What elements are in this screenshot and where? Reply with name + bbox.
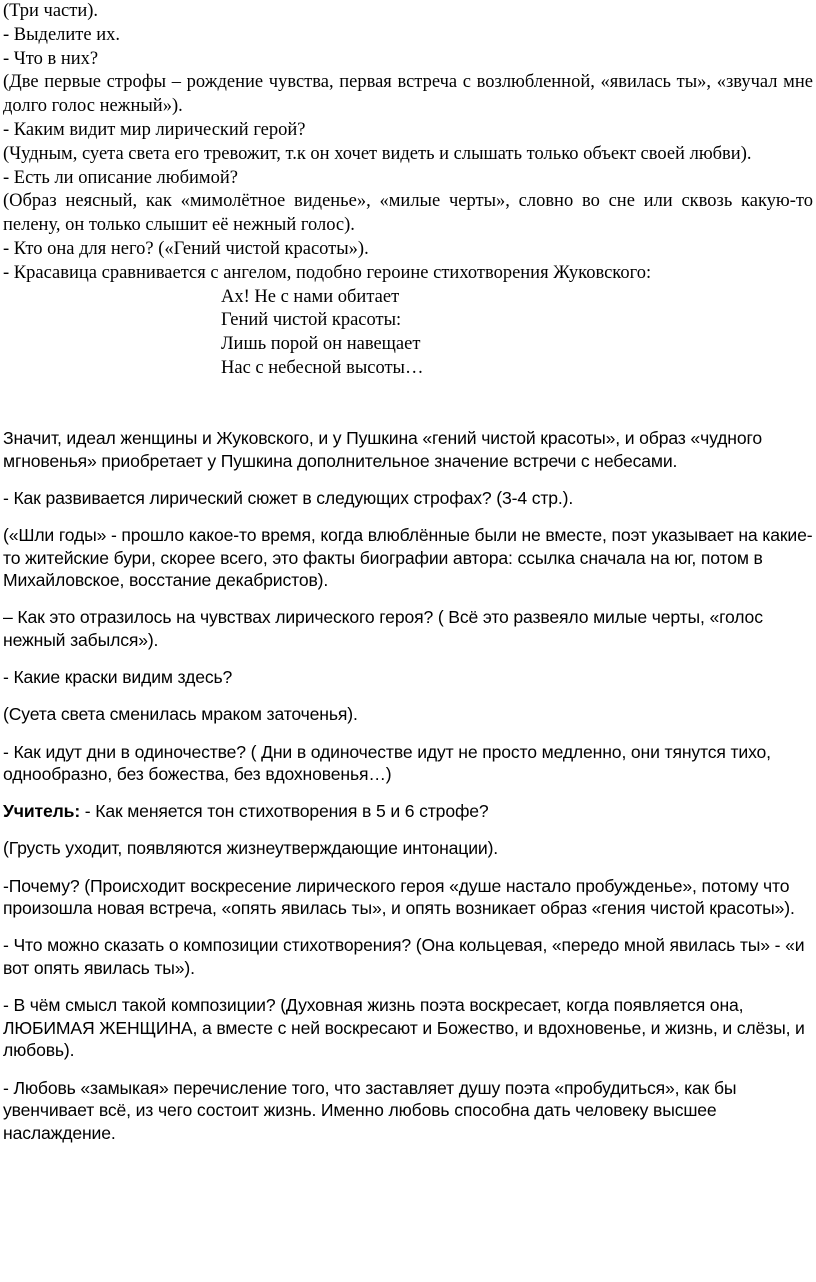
text-paragraph: - Какие краски видим здесь?	[3, 667, 233, 688]
text-line: - Что в них?	[3, 48, 99, 69]
teacher-label: Учитель:	[3, 801, 81, 822]
text-paragraph: (Суета света сменилась мраком заточенья).	[3, 704, 358, 725]
text-line: - Выделите их.	[3, 24, 121, 45]
text-paragraph: - Как идут дни в одиночестве? ( Дни в одиночестве идут не просто медленно, они тянутся тихо, однообразно, без божества, без вдохновенья…)	[3, 741, 771, 785]
text-paragraph: - В чём смысл такой композиции? (Духовная жизнь поэта воскресает, когда появляется она, ЛЮБИМАЯ ЖЕНЩИНА, а вместе с ней воскресают и Божество, и вдохновенье, и жизнь, и слёзы, и любовь).	[3, 995, 805, 1061]
poem-line: Ах! Не с нами обитает	[221, 286, 400, 307]
teacher-question	[3, 800, 813, 823]
text-paragraph: - Как развивается лирический сюжет в следующих строфах? (3-4 стр.).	[3, 487, 574, 508]
text-line: - Есть ли описание любимой?	[3, 167, 238, 188]
poem-quote	[3, 286, 813, 381]
poem-line: Нас с небесной высоты…	[221, 357, 424, 378]
lesson-dialogue-top	[3, 0, 813, 381]
text-paragraph: (Чудным, суета света его тревожит, т.к он хочет видеть и слышать только объект своей любви).	[3, 143, 752, 164]
text-paragraph: (Две первые строфы – рождение чувства, первая встреча с возлюбленной, «явилась ты», «звучал мне долго голос нежный»).	[3, 72, 813, 117]
text-paragraph: - Что можно сказать о композиции стихотворения? (Она кольцевая, «передо мной явилась ты» - «и вот опять явилась ты»).	[3, 935, 805, 979]
text-line: - Красавица сравнивается с ангелом, подобно героине стихотворения Жуковского:	[3, 262, 652, 283]
text-paragraph: -Почему? (Происходит воскресение лирического героя «душе настало пробужденье», потому что произошла новая встреча, «опять явилась ты», и опять возникает образ «гения чистой красоты»).	[3, 875, 795, 919]
text-line: - Кто она для него? («Гений чистой красоты»).	[3, 238, 369, 259]
text-paragraph: (Грусть уходит, появляются жизнеутверждающие интонации).	[3, 838, 499, 859]
text-paragraph: («Шли годы» - прошло какое-то время, когда влюблённые были не вместе, поэт указывает на какие-то житейские бури, скорее всего, это факты биографии автора: ссылка сначала на юг, потом в Михайловское, восстание декабристов).	[3, 524, 813, 591]
poem-line: Лишь порой он навещает	[221, 334, 421, 355]
text-line: - Каким видит мир лирический герой?	[3, 119, 306, 140]
text-paragraph: (Образ неясный, как «мимолётное виденье», «милые черты», словно во сне или сквозь какую-то пелену, он только слышит её нежный голос).	[3, 191, 813, 236]
lesson-dialogue-bottom	[3, 427, 813, 1159]
text-paragraph: – Как это отразилось на чувствах лирического героя? ( Всё это развеяло милые черты, «голос нежный забылся»).	[3, 607, 763, 650]
teacher-question-text: - Как меняется тон стихотворения в 5 и 6 строфе?	[80, 801, 489, 822]
poem-line: Гений чистой красоты:	[221, 310, 402, 331]
text-paragraph: - Любовь «замыкая» перечисление того, что заставляет душу поэта «пробудиться», как бы увенчивает всё, из чего состоит жизнь. Именно любовь способна дать человеку высшее наслаждение.	[3, 1077, 737, 1143]
text-paragraph: Значит, идеал женщины и Жуковского, и у Пушкина «гений чистой красоты», и образ «чудного мгновенья» приобретает у Пушкина дополнительное значение встречи с небесами.	[3, 428, 762, 471]
text-line: (Три части).	[3, 1, 99, 21]
